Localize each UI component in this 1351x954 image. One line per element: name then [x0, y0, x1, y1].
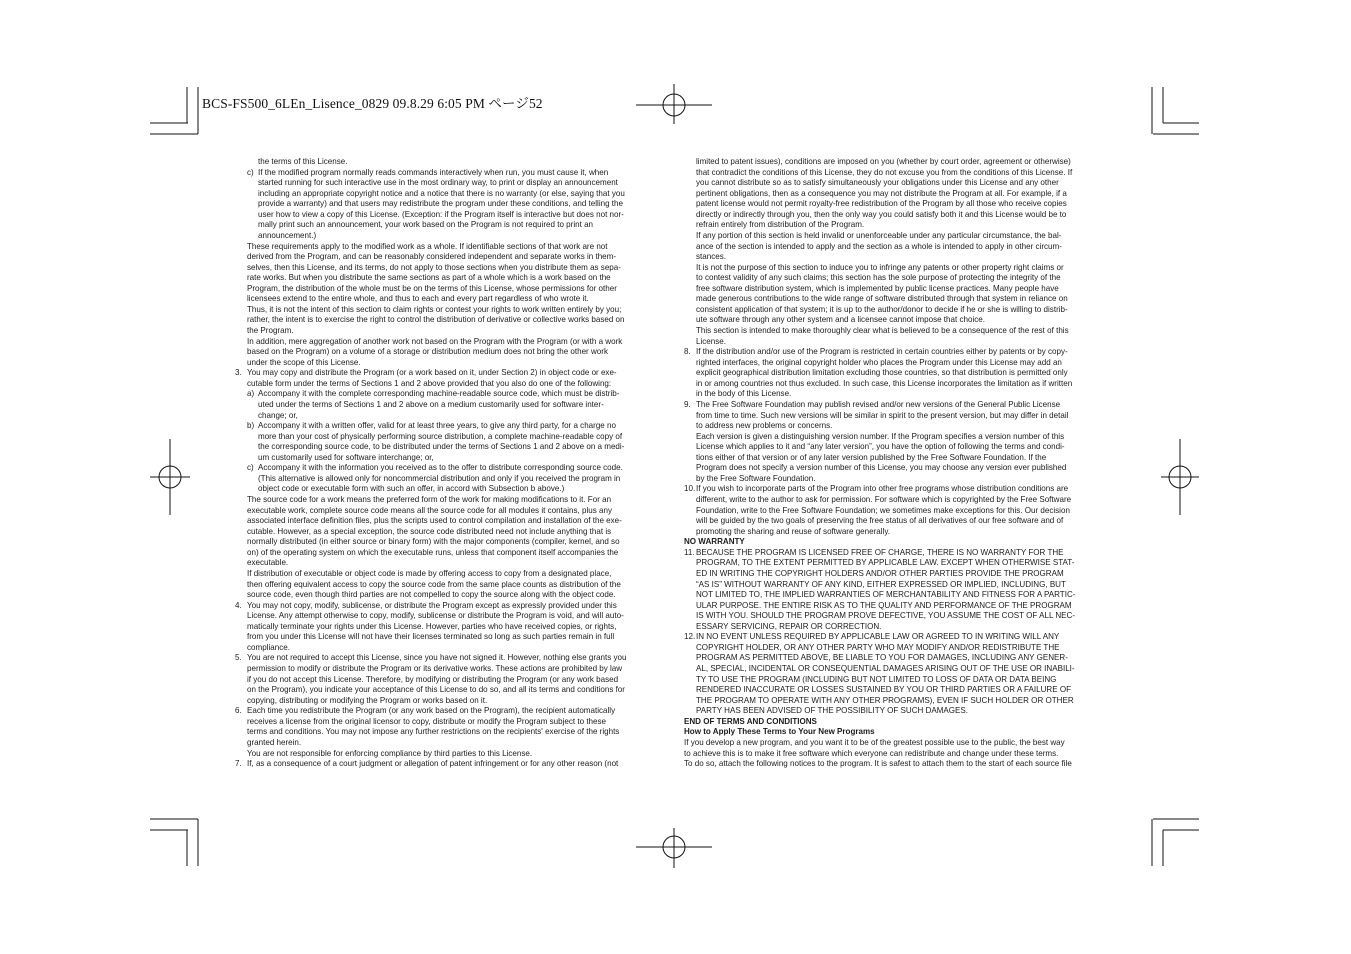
text-line: (This alternative is allowed only for noncommercial distribution and only if you received the program in: [258, 473, 621, 483]
text-line: You may copy and distribute the Program (or a work based on it, under Section 2) in object code or exe-: [247, 368, 617, 378]
item-marker: 11.: [684, 547, 695, 557]
text-line: executable work, complete source code means all the source code for all modules it contains, plus any: [247, 505, 612, 515]
numbered-paragraph: [235, 168, 665, 242]
text-line: to achieve this is to make it free software which everyone can redistribute and change under these terms.: [684, 748, 1059, 758]
text-line: IS WITH YOU. SHOULD THE PROGRAM PROVE DEFECTIVE, YOU ASSUME THE COST OF ALL NEC-: [696, 611, 1076, 621]
text-line: rather, the intent is to exercise the right to control the distribution of derivative or collective works based on: [247, 315, 625, 325]
numbered-paragraph: [684, 484, 1114, 537]
text-line: If, as a consequence of a court judgment or allegation of patent infringement or for any other reason (not: [247, 759, 619, 769]
paragraph: [684, 231, 1114, 263]
item-marker: a): [247, 389, 255, 399]
text-line: ULAR PURPOSE. THE ENTIRE RISK AS TO THE QUALITY AND PERFORMANCE OF THE PROGRAM: [696, 600, 1072, 610]
text-line: derived from the Program, and can be reasonably considered independent and separate works in them-: [247, 252, 617, 262]
text-line: from time to time. Such new versions will be similar in spirit to the present version, but may differ in detail: [696, 410, 1069, 420]
text-line: This section is intended to make thoroughly clear what is believed to be a consequence of the rest of this: [696, 326, 1069, 335]
paragraph: [684, 738, 1114, 759]
text-line: change; or,: [258, 410, 298, 420]
text-line: Accompany it with a written offer, valid for at least three years, to give any third party, for a charge no: [258, 421, 616, 431]
text-line: the terms of this License.: [258, 157, 348, 166]
text-line: consistent application of that system; it is up to the author/donor to decide if he or she is willing to distrib-: [696, 304, 1068, 314]
text-line: NO WARRANTY: [684, 537, 745, 547]
text-line: cutable form under the terms of Sections 1 and 2 above provided that you also do one of the following:: [247, 378, 612, 388]
item-marker: b): [247, 421, 255, 431]
item-marker: 5.: [235, 653, 242, 663]
text-line: started running for such interactive use in the most ordinary way, to print or display an announcement: [258, 178, 618, 188]
text-line: based on the Program) on a volume of a storage or distribution medium does not bring the other work: [247, 347, 608, 357]
text-line: mally print such an announcement, your work based on the Program is not required to print an: [258, 220, 594, 230]
paragraph: [684, 263, 1114, 326]
item-marker: 3.: [235, 368, 242, 378]
text-line: that contradict the conditions of this License, they do not excuse you from the conditions of this License. If: [696, 167, 1073, 177]
paragraph: [235, 242, 665, 305]
numbered-paragraph: [235, 653, 665, 706]
text-line: PROGRAM AS PERMITTED ABOVE, BE LIABLE TO YOU FOR DAMAGES, INCLUDING ANY GENER-: [696, 653, 1068, 663]
text-line: Program does not specify a version number of this License, you may choose any version ever published: [696, 463, 1067, 473]
text-line: promoting the sharing and reuse of software generally.: [696, 526, 890, 536]
text-line: License.: [696, 336, 726, 346]
text-line: granted herein.: [247, 737, 302, 747]
text-line: provide a warranty) and that users may redistribute the program under these conditions, and telling the: [258, 199, 623, 209]
text-line: announcement.): [258, 230, 317, 240]
numbered-paragraph: [684, 548, 1114, 633]
text-line: If the distribution and/or use of the Program is restricted in certain countries either by patents or by copy-: [696, 347, 1068, 357]
text-line: It is not the purpose of this section to induce you to infringe any patents or other property right claims or: [696, 262, 1064, 272]
text-line: You may not copy, modify, sublicense, or distribute the Program except as expressly provided under this: [247, 600, 617, 610]
text-line: RENDERED INACCURATE OR LOSSES SUSTAINED BY YOU OR THIRD PARTIES OR A FAILURE OF: [696, 685, 1072, 695]
text-line: more than your cost of physically performing source distribution, a complete machine-readable copy of: [258, 431, 623, 441]
text-line: terms and conditions. You may not impose any further restrictions on the recipients' exercise of the rights: [247, 727, 620, 737]
paragraph: [684, 432, 1114, 485]
numbered-paragraph: [235, 421, 665, 463]
text-line: licensees extend to the entire whole, and thus to each and every part regardless of who wrote it.: [247, 294, 589, 304]
section-heading: [684, 537, 1114, 548]
text-line: under the scope of this License.: [247, 357, 361, 367]
text-line: TY TO USE THE PROGRAM (INCLUDING BUT NOT LIMITED TO LOSS OF DATA OR DATA BEING: [696, 674, 1057, 684]
text-line: pertinent obligations, then as a consequence you may not distribute the Program at all. For example, if a: [696, 188, 1067, 198]
text-line: will be guided by the two goals of preserving the free status of all derivatives of our free software and of: [696, 516, 1064, 526]
text-line: matically terminate your rights under this License. However, parties who have received copies, or rights,: [247, 621, 617, 631]
text-line: License which applies to it and “any later version”, you have the option of following the terms and condi-: [696, 442, 1065, 452]
text-line: user how to view a copy of this License. (Exception: if the Program itself is interactive but does not nor-: [258, 209, 624, 219]
text-line: Thus, it is not the intent of this section to claim rights or contest your rights to work written entirely by you;: [247, 304, 622, 314]
text-line: on the Program), you indicate your acceptance of this License to do so, and all its terms and conditions for: [247, 685, 625, 695]
text-line: you cannot distribute so as to satisfy simultaneously your obligations under this License and any other: [696, 178, 1059, 188]
paragraph: [684, 157, 1114, 231]
text-line: License. Any attempt otherwise to copy, modify, sublicense or distribute the Program is void, and will auto-: [247, 611, 624, 621]
item-marker: c): [247, 167, 254, 177]
item-marker: 7.: [235, 759, 242, 769]
item-marker: 10.: [684, 484, 696, 494]
text-line: To do so, attach the following notices to the program. It is safest to attach them to the start of each source file: [684, 759, 1072, 769]
text-line: patent license would not permit royalty-free redistribution of the Program by all those who receive copies: [696, 199, 1067, 209]
numbered-paragraph: [235, 463, 665, 495]
text-line: from you under this License will not have their licenses terminated so long as such parties remain in full: [247, 632, 615, 642]
text-line: then offering equivalent access to copy the source code from the same place counts as distribution of the: [247, 579, 621, 589]
numbered-paragraph: [235, 389, 665, 421]
paragraph: [235, 749, 665, 760]
text-line: “AS IS” WITHOUT WARRANTY OF ANY KIND, EITHER EXPRESSED OR IMPLIED, INCLUDING, BUT: [696, 579, 1066, 589]
text-line: made generous contributions to the wide range of software distributed through that system in reliance on: [696, 294, 1068, 304]
text-line: PARTY HAS BEEN ADVISED OF THE POSSIBILITY OF SUCH DAMAGES.: [696, 706, 969, 716]
text-line: copying, distributing or modifying the Program or works based on it.: [247, 695, 488, 705]
text-line: IN NO EVENT UNLESS REQUIRED BY APPLICABLE LAW OR AGREED TO IN WRITING WILL ANY: [696, 632, 1060, 642]
text-line: normally distributed (in either source or binary form) with the major components (compiler, kernel, and so: [247, 537, 620, 547]
text-line: in or among countries not thus excluded. In such case, this License incorporates the limitation as if written: [696, 378, 1073, 388]
text-line: stances.: [696, 252, 726, 262]
text-line: Foundation, write to the Free Software Foundation; we sometimes make exceptions for this. Our decision: [696, 505, 1070, 515]
text-line: You are not required to accept this License, since you have not signed it. However, nothing else grants you: [247, 653, 627, 663]
print-slug-header: BCS-FS500_6LEn_Lisence_0829 09.8.29 6:05 PM ページ52: [202, 96, 543, 111]
numbered-paragraph: [235, 368, 665, 389]
paragraph: [235, 569, 665, 601]
left-text-column: [235, 157, 665, 770]
text-line: source code, even though third parties are not compelled to copy the source along with the object code.: [247, 590, 616, 600]
text-line: Accompany it with the complete corresponding machine-readable source code, which must be distrib-: [258, 389, 620, 399]
text-line: free software distribution system, which is implemented by public license practices. Many people have: [696, 283, 1059, 293]
text-line: NOT LIMITED TO, THE IMPLIED WARRANTIES OF MERCHANTABILITY AND FITNESS FOR A PARTIC-: [696, 590, 1076, 600]
text-line: Accompany it with the information you received as to the offer to distribute corresponding source code.: [258, 463, 623, 473]
paragraph: [684, 326, 1114, 347]
text-line: associated interface definition files, plus the scripts used to control compilation and installation of the exe-: [247, 516, 622, 526]
text-line: END OF TERMS AND CONDITIONS: [684, 716, 817, 726]
text-line: ESSARY SERVICING, REPAIR OR CORRECTION.: [696, 621, 882, 631]
text-line: How to Apply These Terms to Your New Programs: [684, 727, 875, 737]
numbered-paragraph: [235, 706, 665, 748]
text-line: ute software through any other system and a licensee cannot impose that choice.: [696, 315, 985, 325]
text-line: Each version is given a distinguishing version number. If the Program specifies a version number of this: [696, 431, 1065, 441]
section-heading: [684, 717, 1114, 728]
text-line: the corresponding source code, to be distributed under the terms of Sections 1 and 2 above on a medi-: [258, 442, 625, 452]
text-line: If the modified program normally reads commands interactively when run, you must cause it, when: [258, 167, 609, 177]
text-line: explicit geographical distribution limitation excluding those countries, so that distribution is permitted only: [696, 368, 1068, 378]
text-line: the Program.: [247, 326, 294, 335]
text-line: The source code for a work means the preferred form of the work for making modifications to it. For an: [247, 495, 612, 504]
text-line: If distribution of executable or object code is made by offering access to copy from a designated place,: [247, 568, 612, 578]
item-marker: 8.: [684, 347, 691, 357]
text-line: COPYRIGHT HOLDER, OR ANY OTHER PARTY WHO MAY MODIFY AND/OR REDISTRIBUTE THE: [696, 642, 1060, 652]
text-line: The Free Software Foundation may publish revised and/or new versions of the General Public License: [696, 399, 1061, 409]
text-line: selves, then this License, and its terms, do not apply to those sections when you distribute them as sepa-: [247, 262, 621, 272]
text-line: tions either of that version or of any later version published by the Free Software Foundation. If the: [696, 452, 1047, 462]
text-line: to address new problems or concerns.: [696, 421, 833, 431]
right-text-column: [684, 157, 1114, 770]
text-line: In addition, mere aggregation of another work not based on the Program with the Program (or with a work: [247, 336, 623, 346]
numbered-paragraph: [235, 759, 665, 770]
text-line: executable.: [247, 558, 289, 568]
text-line: directly or indirectly through you, then the only way you could satisfy both it and this License would be to: [696, 209, 1067, 219]
item-marker: 9.: [684, 399, 691, 409]
numbered-paragraph: [684, 400, 1114, 432]
text-line: These requirements apply to the modified work as a whole. If identifiable sections of that work are not: [247, 241, 608, 251]
text-line: on) of the operating system on which the executable runs, unless that component itself accompanies the: [247, 547, 619, 557]
text-line: including an appropriate copyright notice and a notice that there is no warranty (or else, saying that you: [258, 188, 625, 198]
text-line: ance of the section is intended to apply and the section as a whole is intended to apply in other circum-: [696, 241, 1062, 251]
paragraph: [235, 305, 665, 337]
text-line: um customarily used for software interchange; or,: [258, 452, 434, 462]
text-line: PROGRAM, TO THE EXTENT PERMITTED BY APPLICABLE LAW. EXCEPT WHEN OTHERWISE STAT-: [696, 558, 1075, 568]
text-line: You are not responsible for enforcing compliance by third parties to this License.: [247, 748, 533, 758]
text-line: to contest validity of any such claims; this section has the sole purpose of protecting the integrity of the: [696, 273, 1061, 283]
text-line: If you develop a new program, and you want it to be of the greatest possible use to the public, the best way: [684, 737, 1065, 747]
text-line: if you do not accept this License. Therefore, by modifying or distributing the Program (or any work based: [247, 674, 619, 684]
text-line: BECAUSE THE PROGRAM IS LICENSED FREE OF CHARGE, THERE IS NO WARRANTY FOR THE: [696, 547, 1064, 557]
text-line: Each time you redistribute the Program (or any work based on the Program), the recipient automatically: [247, 706, 616, 716]
text-line: rate works. But when you distribute the same sections as part of a whole which is a work based on the: [247, 273, 611, 283]
text-line: Program, the distribution of the whole must be on the terms of this License, whose permissions for other: [247, 283, 617, 293]
numbered-paragraph: [235, 601, 665, 654]
text-line: by the Free Software Foundation.: [696, 473, 816, 483]
text-line: AL, SPECIAL, INCIDENTAL OR CONSEQUENTIAL DAMAGES ARISING OUT OF THE USE OR INABILI-: [696, 664, 1075, 673]
text-line: THE PROGRAM TO OPERATE WITH ANY OTHER PROGRAMS), EVEN IF SUCH HOLDER OR OTHER: [696, 695, 1074, 705]
text-line: cutable. However, as a special exception, the source code distributed need not include anything that is: [247, 526, 612, 536]
text-line: If any portion of this section is held invalid or unenforceable under any particular circumstance, the bal-: [696, 230, 1062, 240]
numbered-paragraph: [684, 632, 1114, 717]
paragraph: [235, 157, 665, 168]
item-marker: 6.: [235, 706, 242, 716]
text-line: uted under the terms of Sections 1 and 2 above on a medium customarily used for software inter-: [258, 399, 604, 409]
section-heading: [684, 727, 1114, 738]
text-line: If you wish to incorporate parts of the Program into other free programs whose distribution conditions are: [696, 484, 1069, 494]
paragraph: [235, 495, 665, 569]
item-marker: c): [247, 463, 254, 473]
text-line: different, write to the author to ask for permission. For software which is copyrighted by the Free Software: [696, 495, 1072, 504]
text-line: receives a license from the original licensor to copy, distribute or modify the Program subject to these: [247, 716, 606, 726]
item-marker: 12.: [684, 632, 696, 642]
item-marker: 4.: [235, 600, 242, 610]
text-line: limited to patent issues), conditions are imposed on you (whether by court order, agreement or otherwise): [696, 157, 1071, 166]
paragraph: [235, 337, 665, 369]
numbered-paragraph: [684, 347, 1114, 400]
text-line: righted interfaces, the original copyright holder who places the Program under this License may add an: [696, 357, 1062, 367]
text-line: in the body of this License.: [696, 389, 792, 399]
text-line: permission to modify or distribute the Program or its derivative works. These actions are prohibited by law: [247, 664, 623, 673]
text-line: ED IN WRITING THE COPYRIGHT HOLDERS AND/OR OTHER PARTIES PROVIDE THE PROGRAM: [696, 568, 1064, 578]
text-line: compliance.: [247, 642, 290, 652]
text-line: object code or executable form with such an offer, in accord with Subsection b above.): [258, 484, 565, 494]
paragraph: [684, 759, 1114, 770]
text-line: refrain entirely from distribution of the Program.: [696, 220, 865, 230]
